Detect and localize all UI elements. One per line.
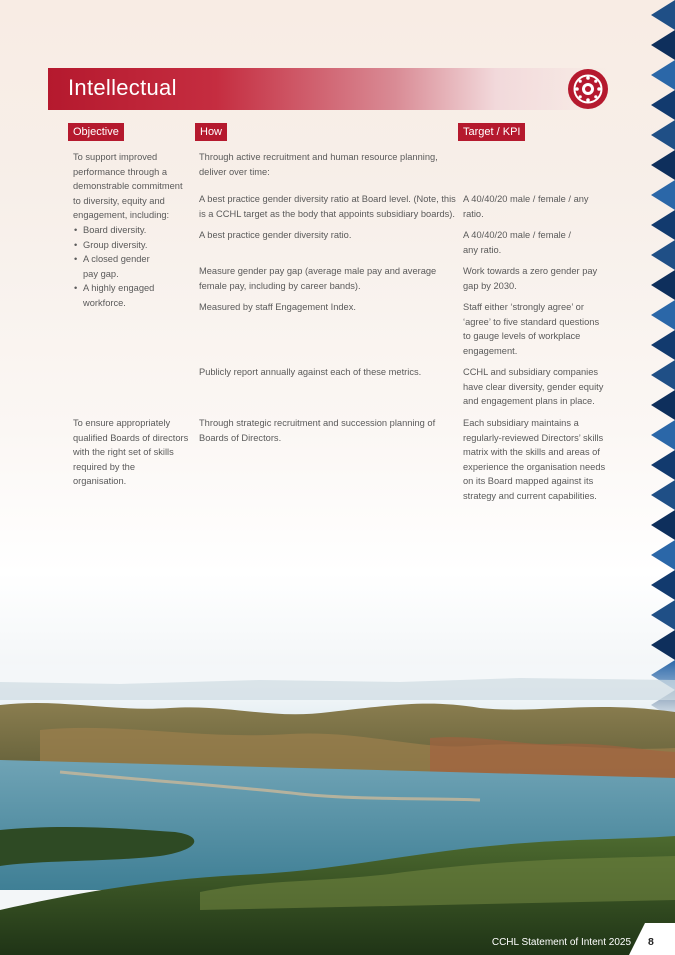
chevron-shape: [651, 300, 675, 330]
chevron-shape: [651, 90, 675, 120]
chevron-shape: [651, 120, 675, 150]
chevron-shape: [651, 510, 675, 540]
kpi-cell: CCHL and subsidiary companies have clear diversity, gender equity and engagement plans in place.: [463, 367, 604, 407]
bullet-item: • Group diversity.: [83, 238, 191, 253]
chevron-shape: [651, 540, 675, 570]
column-header-how: How: [195, 123, 227, 141]
column-header-target-kpi: Target / KPI: [458, 123, 525, 141]
chevron-shape: [651, 180, 675, 210]
bullet-item: • A closed gender pay gap.: [83, 252, 153, 281]
chevron-shape: [651, 150, 675, 180]
brain-icon: [567, 68, 609, 110]
chevron-shape: [651, 390, 675, 420]
chevron-shape: [651, 630, 675, 660]
how-cell: A best practice gender diversity ratio.: [199, 230, 352, 240]
chevron-shape: [651, 420, 675, 450]
how-cell: Through active recruitment and human resource planning, deliver over time:: [199, 152, 438, 177]
how-cell: A best practice gender diversity ratio at Board level. (Note, this is a CCHL target as the body that appoints subsidiary boards).: [199, 194, 456, 219]
kpi-cell: Work towards a zero gender pay gap by 2030.: [463, 266, 598, 291]
chevron-shape: [651, 450, 675, 480]
chevron-shape: [651, 360, 675, 390]
section-banner: [48, 68, 608, 110]
objective-1: [73, 150, 191, 311]
chevron-shape: [651, 570, 675, 600]
chevron-shape: [651, 600, 675, 630]
chevron-shape: [651, 30, 675, 60]
chevron-shape: [651, 480, 675, 510]
objective-1-intro: To support improved performance through a demonstrable commitment to diversity, equity and engagement, including:: [73, 152, 183, 221]
section-title: Intellectual: [68, 75, 177, 100]
objective-1-bullets: [73, 223, 191, 311]
how-cell: Measure gender pay gap (average male pay and average female pay, including by career bands).: [199, 266, 437, 291]
how-cell: Through strategic recruitment and succession planning of Boards of Directors.: [199, 418, 436, 443]
page-number-tab: [629, 923, 675, 955]
objective-2: To ensure appropriately qualified Boards of directors with the right set of skills required by the organisation.: [73, 418, 189, 487]
column-header-objective: Objective: [68, 123, 124, 141]
bullet-item: • A highly engaged workforce.: [83, 281, 161, 310]
chevron-strip-decoration: [651, 0, 675, 720]
chevron-shape: [651, 270, 675, 300]
how-cell: Measured by staff Engagement Index.: [199, 302, 356, 312]
kpi-cell: A 40/40/20 male / female / any ratio.: [463, 194, 589, 219]
page-number: 8: [648, 936, 654, 948]
footer-document-title: CCHL Statement of Intent 2025: [491, 937, 631, 948]
harbour-landscape-image: [0, 660, 675, 955]
chevron-shape: [651, 240, 675, 270]
bullet-item: • Board diversity.: [83, 223, 191, 238]
chevron-shape: [651, 0, 675, 30]
kpi-cell: Staff either ‘strongly agree’ or ‘agree’ to five standard questions to gauge levels of workplace engagement.: [463, 302, 600, 356]
chevron-shape: [651, 330, 675, 360]
chevron-shape: [651, 60, 675, 90]
how-cell: Publicly report annually against each of these metrics.: [199, 367, 422, 377]
chevron-shape: [651, 210, 675, 240]
kpi-cell: A 40/40/20 male / female / any ratio.: [463, 230, 572, 255]
kpi-cell: Each subsidiary maintains a regularly-reviewed Directors’ skills matrix with the skills and areas of experience the organisation needs on its Board mapped against its strategy and current capabilities.: [463, 418, 606, 501]
